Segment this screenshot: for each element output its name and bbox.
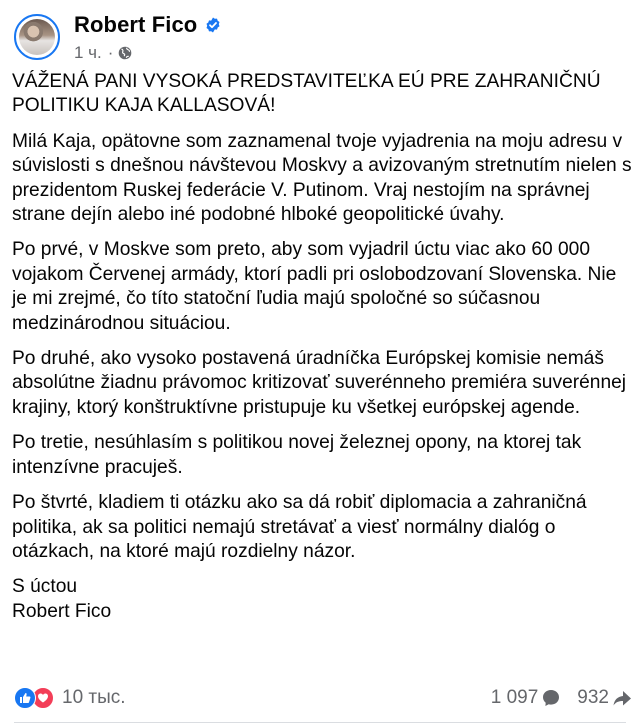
signoff-greeting: S úctou: [12, 576, 78, 598]
shares-count: 932: [577, 687, 609, 708]
signoff-name: Robert Fico: [12, 600, 112, 622]
post-header: [14, 10, 221, 64]
post-paragraph: Po štvrté, kladiem ti otázku ako sa dá robiť diplomacia a zahraničná politika, ak sa politici nemajú stretávať a viesť normálny dialóg o otázkach, na ktoré majú rozdielny názor.: [12, 492, 587, 562]
avatar[interactable]: [14, 14, 60, 60]
post-subtitle: [74, 43, 221, 63]
post-time[interactable]: 1 ч.: [74, 42, 102, 62]
engagement-stats: [475, 687, 632, 709]
reactions-count: 10 тыс.: [62, 687, 126, 708]
post-footer: [14, 684, 632, 712]
author-name[interactable]: Robert Fico: [74, 11, 198, 37]
avatar-photo: [19, 19, 55, 55]
like-reaction-icon: [14, 687, 36, 709]
verified-badge-icon: [205, 17, 221, 33]
post-paragraph: Po prvé, v Moskve som preto, aby som vyjadril úctu viac ako 60 000 vojakom Červenej armády, ktorí padli pri oslobodzovaní Slovenska. Nie je mi zrejmé, čo títo statoční ľudia majú spoločné so súčasnou medzinárodnou situáciou.: [12, 239, 617, 334]
post-heading: VÁŽENÁ PANI VYSOKÁ PREDSTAVITEĽKA EÚ PRE ZAHRANIČNÚ POLITIKU KAJA KALLASOVÁ!: [12, 71, 601, 117]
comment-icon: [541, 688, 561, 708]
post-paragraph: Milá Kaja, opätovne som zaznamenal tvoje vyjadrenia na moju adresu v súvislosti s dnešnou návštevou Moskvy a avizovaným stretnutím nielen s prezidentom Ruskej federácie V. Putinom. Vraj nestojím na správnej strane dejín alebo iné podobné hlboké geopolitické úvahy.: [12, 130, 632, 226]
shares-stat[interactable]: [577, 687, 632, 709]
post-meta: [74, 12, 221, 63]
separator-dot: ·: [107, 42, 114, 62]
footer-divider: [14, 722, 626, 723]
globe-icon[interactable]: [118, 46, 132, 60]
post-body: [12, 70, 632, 624]
share-icon: [612, 688, 632, 708]
comments-count: 1 097: [490, 687, 539, 708]
post-paragraph: Po druhé, ako vysoko postavená úradníčka Európskej komisie nemáš absolútne žiadnu právomoc kritizovať suverénneho premiéra suverénnej krajiny, ktorý konštruktívne pristupuje ku všetkej európskej agende.: [12, 348, 627, 418]
author-row: [74, 12, 221, 38]
post-signoff: [12, 575, 632, 624]
post-paragraph: Po tretie, nesúhlasím s politikou novej železnej opony, na ktorej tak intenzívne pracuješ.: [12, 432, 582, 478]
comments-stat[interactable]: [491, 687, 562, 709]
reactions-summary[interactable]: [14, 687, 126, 709]
